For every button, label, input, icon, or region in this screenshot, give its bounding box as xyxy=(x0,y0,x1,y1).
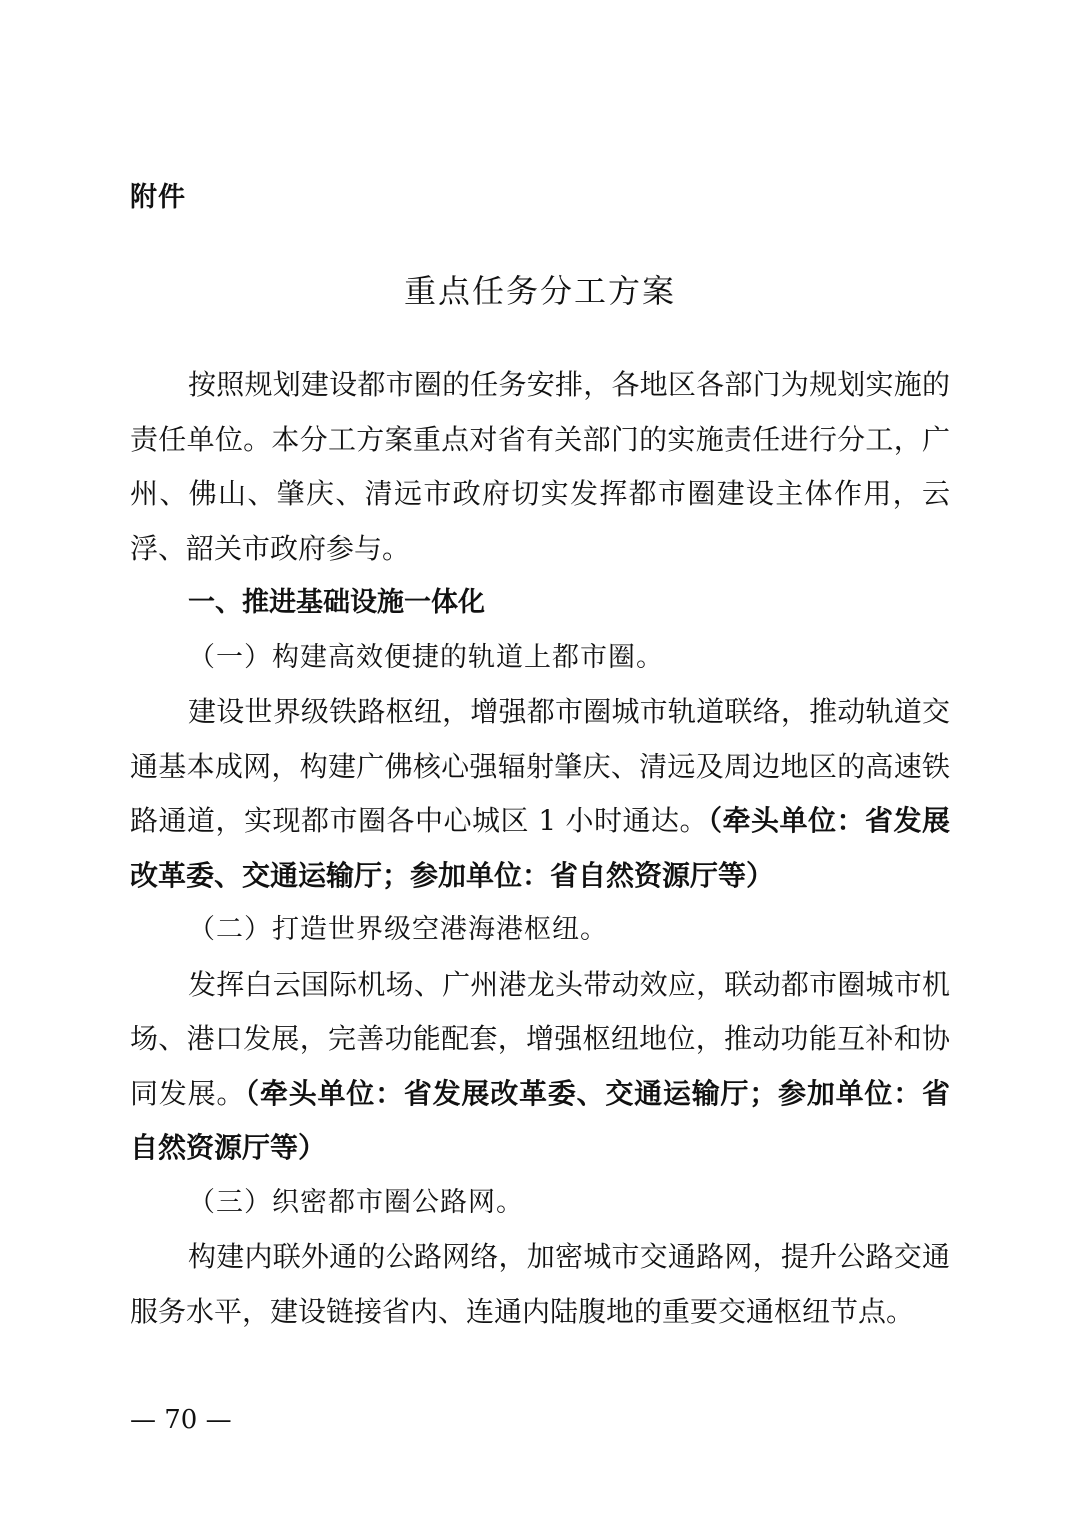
subsection-paragraph-3: 构建内联外通的公路网络，加密城市交通路网，提升公路交通服务水平，建设链接省内、连通内陆腹地的重要交通枢纽节点。 xyxy=(130,1240,950,1328)
document-title: 重点任务分工方案 xyxy=(403,272,676,310)
subsection-paragraph-2 xyxy=(130,958,950,1176)
section-heading-1: 一、推进基础设施一体化 xyxy=(188,587,485,618)
responsibility-note-2: （牵头单位：省发展改革委、交通运输厅；参加单位：省自然资源厅等） xyxy=(130,1076,950,1164)
subsection-heading-2: （二）打造世界级空港海港枢纽。 xyxy=(188,914,608,945)
page-number: — 70 — xyxy=(130,1405,232,1435)
subsection-paragraph-1 xyxy=(130,685,950,903)
attachment-label: 附件 xyxy=(130,182,186,213)
document-body xyxy=(130,358,950,1339)
subsection-body-2: 发挥白云国际机场、广州港龙头带动效应，联动都市圈城市机场、港口发展，完善功能配套，增强枢纽地位，推动功能互补和协同发展。 xyxy=(130,967,950,1110)
intro-paragraph: 按照规划建设都市圈的任务安排，各地区各部门为规划实施的责任单位。本分工方案重点对省有关部门的实施责任进行分工，广州、佛山、肇庆、清远市政府切实发挥都市圈建设主体作用，云浮、韶关市政府参与。 xyxy=(130,368,950,565)
responsibility-note-1: （牵头单位：省发展改革委、交通运输厅；参加单位：省自然资源厅等） xyxy=(130,804,950,892)
subsection-heading-1: （一）构建高效便捷的轨道上都市圈。 xyxy=(188,641,664,673)
subsection-heading-3: （三）织密都市圈公路网。 xyxy=(188,1186,524,1218)
subsection-body-1: 建设世界级铁路枢纽，增强都市圈城市轨道联络，推动轨道交通基本成网，构建广佛核心强辐射肇庆、清远及周边地区的高速铁路通道，实现都市圈各中心城区 1 小时通达。 xyxy=(130,695,950,837)
